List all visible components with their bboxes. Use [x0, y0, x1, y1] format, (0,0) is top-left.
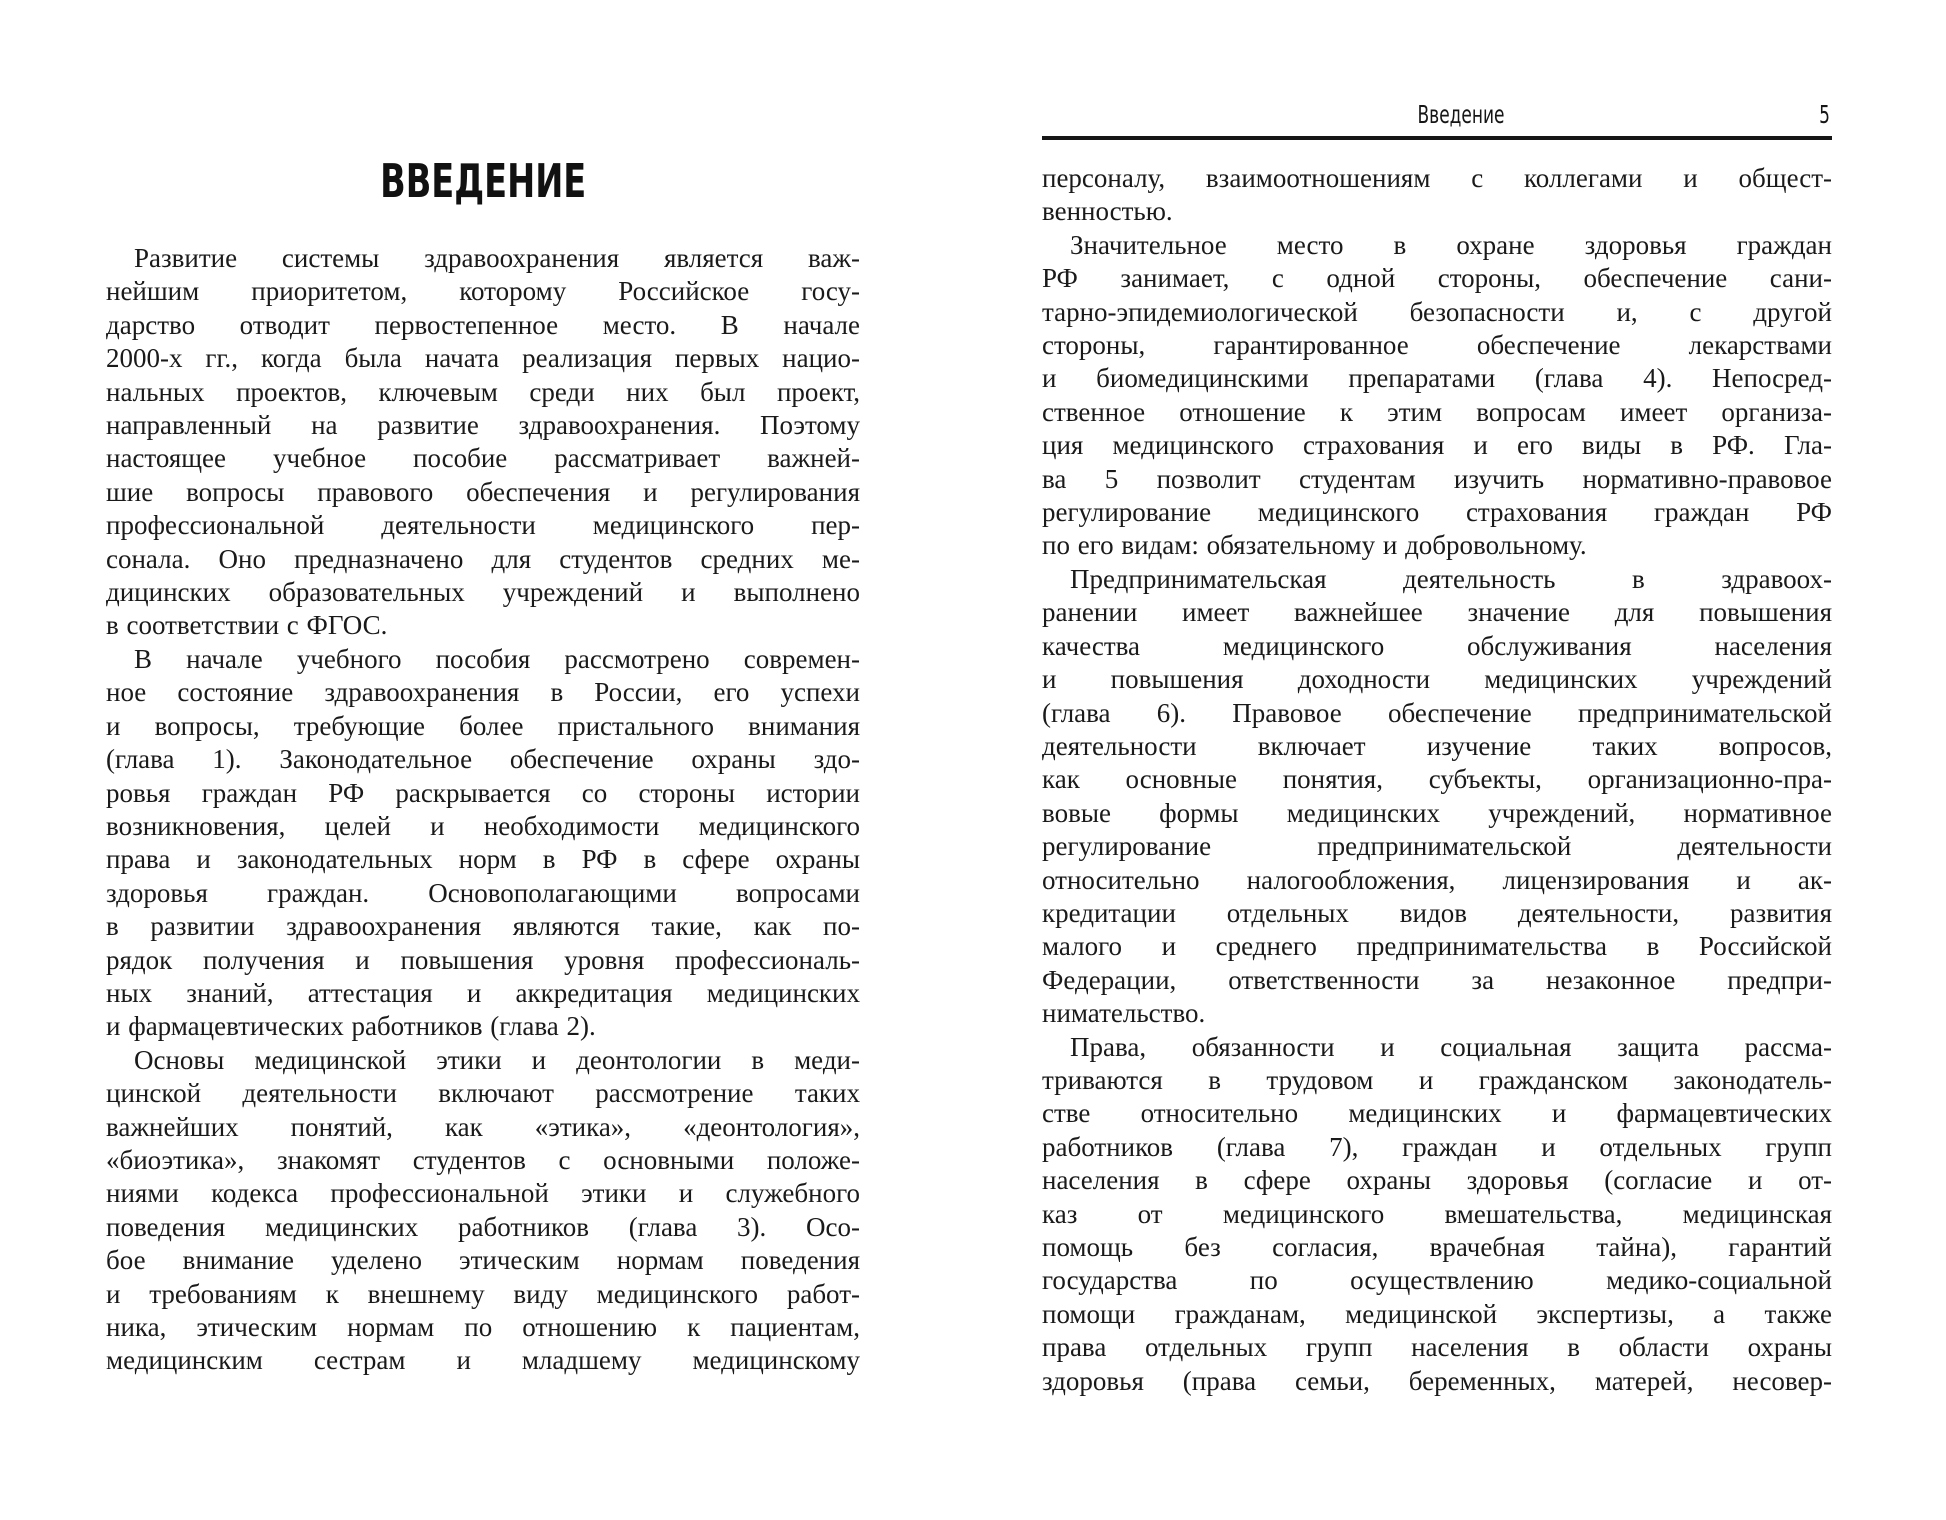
text-line: регулирование предпринимательской деятельности — [1042, 831, 1832, 862]
text-line: каз от медицинского вмешательства, медицинская — [1042, 1198, 1832, 1229]
text-line: (глава 6). Правовое обеспечение предпринимательской — [1042, 697, 1832, 728]
chapter-title-text: ВВЕДЕНИЕ — [379, 154, 587, 208]
text-line: малого и среднего предпринимательства в Российской — [1042, 931, 1832, 962]
text-line: венностью. — [1042, 196, 1173, 227]
right-page-body — [1042, 162, 1832, 1398]
text-line: ственное отношение к этим вопросам имеет организа- — [1042, 396, 1832, 427]
running-head — [1042, 100, 1832, 130]
text-line: ровья граждан РФ раскрывается со стороны истории — [106, 777, 860, 808]
text-line: тарно-эпидемиологической безопасности и, с другой — [1042, 296, 1832, 327]
text-line: и биомедицинскими препаратами (глава 4). Непосред- — [1042, 363, 1832, 394]
text-line: Права, обязанности и социальная защита рассма- — [1070, 1031, 1832, 1062]
text-line: права и законодательных норм в РФ в сфере охраны — [106, 844, 860, 875]
text-line: сонала. Оно предназначено для студентов средних ме- — [106, 543, 860, 574]
text-line: поведения медицинских работников (глава 3). Осо- — [106, 1211, 860, 1242]
left-page-body — [106, 242, 860, 1378]
text-line: рядок получения и повышения уровня профессиональ- — [106, 944, 860, 975]
text-line: ника, этическим нормам по отношению к пациентам, — [106, 1312, 860, 1342]
text-line: Федерации, ответственности за незаконное предпри- — [1042, 964, 1832, 995]
text-line: ных знаний, аттестация и аккредитация медицинских — [106, 977, 860, 1008]
text-line: профессиональной деятельности медицинского пер- — [106, 510, 860, 541]
text-line: шие вопросы правового обеспечения и регулирования — [106, 476, 860, 507]
text-line: направленный на развитие здравоохранения. Поэтому — [106, 410, 860, 441]
text-line: стороны, гарантированное обеспечение лекарствами — [1042, 330, 1832, 361]
text-line: ва 5 позволит студентам изучить нормативно-правовое — [1042, 463, 1832, 494]
text-line: возникновения, целей и необходимости медицинского — [106, 810, 860, 841]
text-line: и вопросы, требующие более пристального внимания — [106, 710, 860, 741]
text-line: и фармацевтических работников (глава 2). — [106, 1011, 596, 1042]
text-line: ное состояние здравоохранения в России, его успехи — [106, 677, 860, 708]
text-line: качества медицинского обслуживания населения — [1042, 630, 1832, 661]
text-line: ранении имеет важнейшее значение для повышения — [1042, 597, 1832, 628]
text-line: помощи гражданам, медицинской экспертизы, а также — [1042, 1298, 1832, 1329]
text-line: Основы медицинской этики и деонтологии в меди- — [134, 1044, 860, 1075]
left-page — [106, 154, 860, 1378]
text-line: кредитации отдельных видов деятельности, развития — [1042, 897, 1832, 928]
text-line: государства по осуществлению медико-социальной — [1042, 1265, 1832, 1296]
text-line: 2000-х гг., когда была начата реализация первых нацио- — [106, 343, 860, 374]
text-line: в соответствии с ФГОС. — [106, 610, 388, 641]
text-line: РФ занимает, с одной стороны, обеспечение сани- — [1042, 263, 1832, 294]
text-line: ция медицинского страхования и его виды в РФ. Гла- — [1042, 430, 1832, 461]
text-line: «биоэтика», знакомят студентов с основными положе- — [106, 1144, 860, 1175]
text-line: как основные понятия, субъекты, организационно-пра- — [1042, 764, 1832, 795]
text-line: помощь без согласия, врачебная тайна), гарантий — [1042, 1232, 1832, 1262]
text-line: настоящее учебное пособие рассматривает важней- — [106, 443, 860, 474]
text-line: персоналу, взаимоотношениям с коллегами и общест- — [1042, 163, 1832, 193]
text-line: права отдельных групп населения в области охраны — [1042, 1332, 1832, 1363]
text-line: В начале учебного пособия рассмотрено современ- — [134, 643, 860, 674]
text-line: здоровья (права семьи, беременных, матерей, несовер- — [1042, 1365, 1832, 1396]
running-head-rule — [1042, 136, 1832, 140]
text-line: и повышения доходности медицинских учреждений — [1042, 664, 1832, 695]
text-line: работников (глава 7), граждан и отдельных групп — [1042, 1131, 1832, 1162]
text-line: относительно налогообложения, лицензирования и ак- — [1042, 864, 1832, 895]
text-line: вовые формы медицинских учреждений, нормативное — [1042, 797, 1832, 828]
text-line: населения в сфере охраны здоровья (согласие и от- — [1042, 1165, 1832, 1196]
text-line: дарство отводит первостепенное место. В начале — [106, 309, 860, 340]
text-line: цинской деятельности включают рассмотрение таких — [106, 1078, 860, 1109]
text-line: бое внимание уделено этическим нормам поведения — [106, 1245, 860, 1276]
text-line: Предпринимательская деятельность в здравоох- — [1070, 563, 1832, 594]
chapter-title — [106, 154, 860, 208]
text-line: дицинских образовательных учреждений и выполнено — [106, 577, 860, 608]
page-number: 5 — [1819, 100, 1830, 129]
text-line: триваются в трудовом и гражданском законодатель- — [1042, 1064, 1832, 1095]
text-line: медицинским сестрам и младшему медицинскому — [106, 1345, 860, 1376]
running-head-label: Введение — [1417, 100, 1505, 129]
text-line: нальных проектов, ключевым среди них был проект, — [106, 376, 860, 407]
text-line: деятельности включает изучение таких вопросов, — [1042, 730, 1832, 761]
text-line: (глава 1). Законодательное обеспечение охраны здо- — [106, 744, 860, 775]
right-page — [1042, 100, 1832, 1398]
text-line: важнейших понятий, как «этика», «деонтология», — [106, 1111, 860, 1142]
text-line: в развитии здравоохранения являются такие, как по- — [106, 911, 860, 942]
text-line: по его видам: обязательному и добровольному. — [1042, 530, 1587, 561]
text-line: здоровья граждан. Основополагающими вопросами — [106, 877, 860, 908]
text-line: регулирование медицинского страхования граждан РФ — [1042, 497, 1832, 528]
text-line: нимательство. — [1042, 998, 1206, 1029]
text-line: и требованиям к внешнему виду медицинского работ- — [106, 1278, 860, 1309]
text-line: Развитие системы здравоохранения является важ- — [134, 243, 860, 273]
text-line: стве относительно медицинских и фармацевтических — [1042, 1098, 1832, 1129]
text-line: нейшим приоритетом, которому Российское госу- — [106, 276, 860, 307]
text-line: Значительное место в охране здоровья граждан — [1070, 229, 1832, 260]
text-line: ниями кодекса профессиональной этики и служебного — [106, 1178, 860, 1209]
